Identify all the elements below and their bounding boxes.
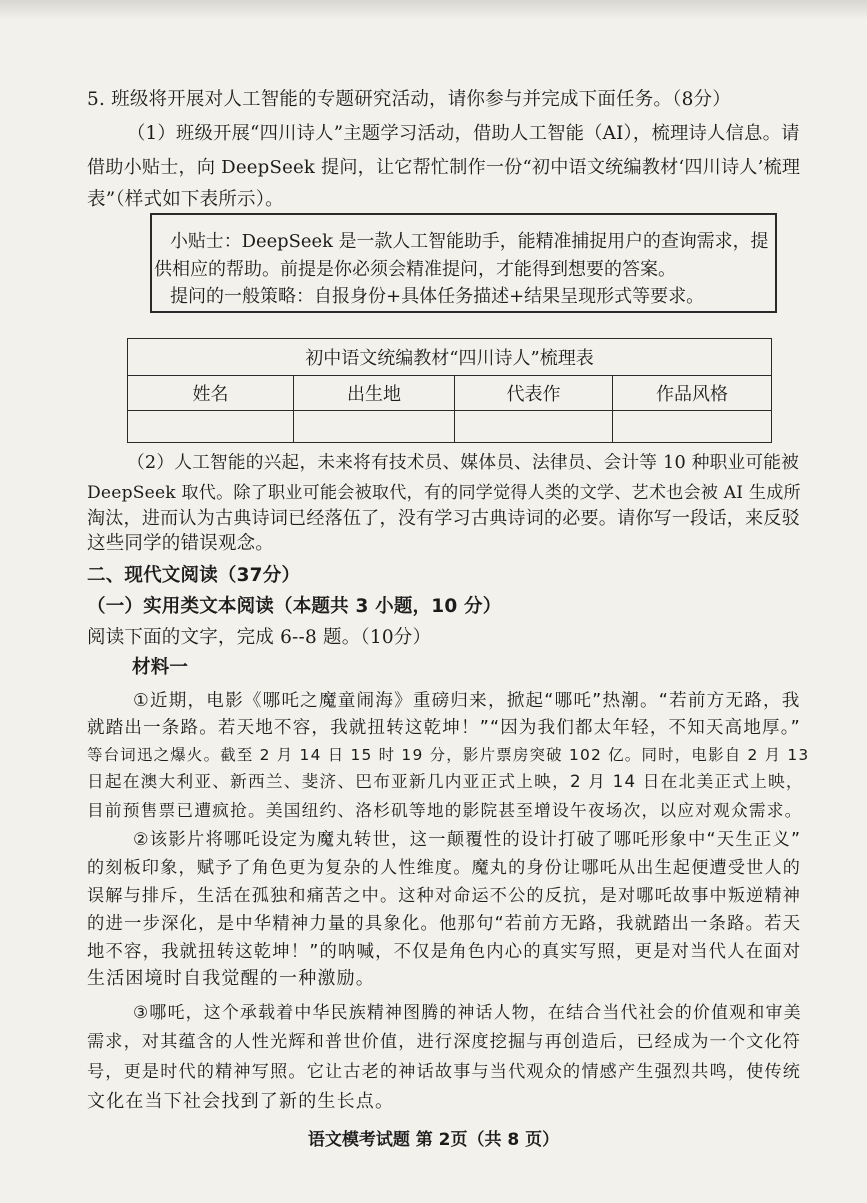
section-subtitle: （一）实用类文本阅读（本题共 3 小题，10 分） — [87, 596, 502, 617]
material-label: 材料一 — [132, 657, 189, 678]
question-5-part2-line: DeepSeek 取代。除了职业可能会被取代，有的同学觉得人类的文学、艺术也会被 AI 生成所 — [87, 483, 801, 503]
reading-instruction: 阅读下面的文字，完成 6--8 题。（10分） — [87, 627, 432, 648]
table-header-birthplace: 出生地 — [294, 376, 455, 411]
tip-box — [150, 213, 777, 313]
table-header-works: 代表作 — [455, 376, 613, 411]
passage-line: ①近期，电影《哪吒之魔童闹海》重磅归来，掀起“哪吒”热潮。“若前方无路，我 — [133, 691, 801, 711]
table-cell-blank — [294, 411, 455, 443]
passage-line: ③哪吒，这个承载着中华民族精神图腾的神话人物，在结合当代社会的价值观和审美 — [133, 1002, 802, 1022]
section-title: 二、现代文阅读（37分） — [87, 565, 301, 586]
passage-line: 的进一步深化，是中华精神力量的具象化。他那句“若前方无路，我就踏出一条路。若天 — [87, 914, 802, 934]
question-5-stem: 5. 班级将开展对人工智能的专题研究活动，请你参与并完成下面任务。（8分） — [87, 89, 731, 110]
tip-line: 提问的一般策略：自报身份+具体任务描述+结果呈现形式等要求。 — [170, 286, 705, 307]
question-5-part1-line: （1）班级开展“四川诗人”主题学习活动，借助人工智能（AI），梳理诗人信息。请 — [127, 123, 800, 144]
passage-line: 文化在当下社会找到了新的生长点。 — [87, 1091, 395, 1112]
table-cell-blank — [128, 411, 294, 443]
scan-shadow — [0, 0, 867, 20]
passage-line: 的刻板印象，赋予了角色更为复杂的人性维度。魔丸的身份让哪吒从出生起便遭受世人的 — [87, 858, 802, 878]
question-5-part2-line: 这些同学的错误观念。 — [87, 533, 275, 554]
page-footer: 语文模考试题 第 2页（共 8 页） — [307, 1130, 560, 1150]
passage-line: 日起在澳大利亚、新西兰、斐济、巴布亚新几内亚正式上映，2 月 14 日在北美正式上映， — [87, 772, 804, 791]
table-header-style: 作品风格 — [613, 376, 772, 411]
table-cell-blank — [613, 411, 772, 443]
passage-line: ②该影片将哪吒设定为魔丸转世，这一颠覆性的设计打破了哪吒形象中“天生正义” — [133, 830, 802, 850]
passage-line: 需求，对其蕴含的人性光辉和普世价值，进行深度挖掘与再创造后，已经成为一个文化符 — [87, 1032, 802, 1052]
table-header-name: 姓名 — [128, 376, 294, 411]
poet-summary-table — [127, 338, 772, 443]
question-5-part2-line: （2）人工智能的兴起，未来将有技术员、媒体员、法律员、会计等 10 种职业可能被 — [127, 453, 800, 473]
table-caption: 初中语文统编教材“四川诗人”梳理表 — [128, 339, 772, 376]
passage-line: 就踏出一条路。若天地不容，我就扭转这乾坤！”“因为我们都太年轻，不知天高地厚。” — [87, 718, 801, 738]
passage-line: 目前预售票已遭疯抢。美国纽约、洛杉矶等地的影院甚至增设午夜场次，以应对观众需求。 — [87, 800, 803, 820]
question-5-part2-line: 淘汰，进而认为古典诗词已经落伍了，没有学习古典诗词的必要。请你写一段话，来反驳 — [87, 508, 800, 529]
passage-line: 地不容，我就扭转这乾坤！”的呐喊，不仅是角色内心的真实写照，更是对当代人在面对 — [87, 942, 802, 962]
question-5-part1-line: 借助小贴士，向 DeepSeek 提问，让它帮忙制作一份“初中语文统编教材‘四川诗人’梳理 — [87, 157, 801, 178]
tip-line: 小贴士：DeepSeek 是一款人工智能助手，能精准捕捉用户的查询需求，提 — [170, 231, 769, 252]
passage-line: 误解与排斥，生活在孤独和痛苦之中。这种对命运不公的反抗，是对哪吒故事中叛逆精神 — [87, 886, 802, 906]
question-5-part1-line: 表”（样式如下表所示）。 — [87, 189, 284, 210]
table-cell-blank — [455, 411, 613, 443]
tip-line: 供相应的帮助。前提是你必须会精准提问，才能得到想要的答案。 — [154, 259, 676, 280]
passage-line: 号，更是时代的精神写照。它让古老的神话故事与当代观众的情感产生强烈共鸣，使传统 — [87, 1062, 802, 1082]
passage-line: 生活困境时自我觉醒的一种激励。 — [87, 968, 375, 989]
passage-line: 等台词迅之爆火。截至 2 月 14 日 15 时 19 分，影片票房突破 102 亿。同时，电影自 2 月 13 — [87, 746, 810, 764]
